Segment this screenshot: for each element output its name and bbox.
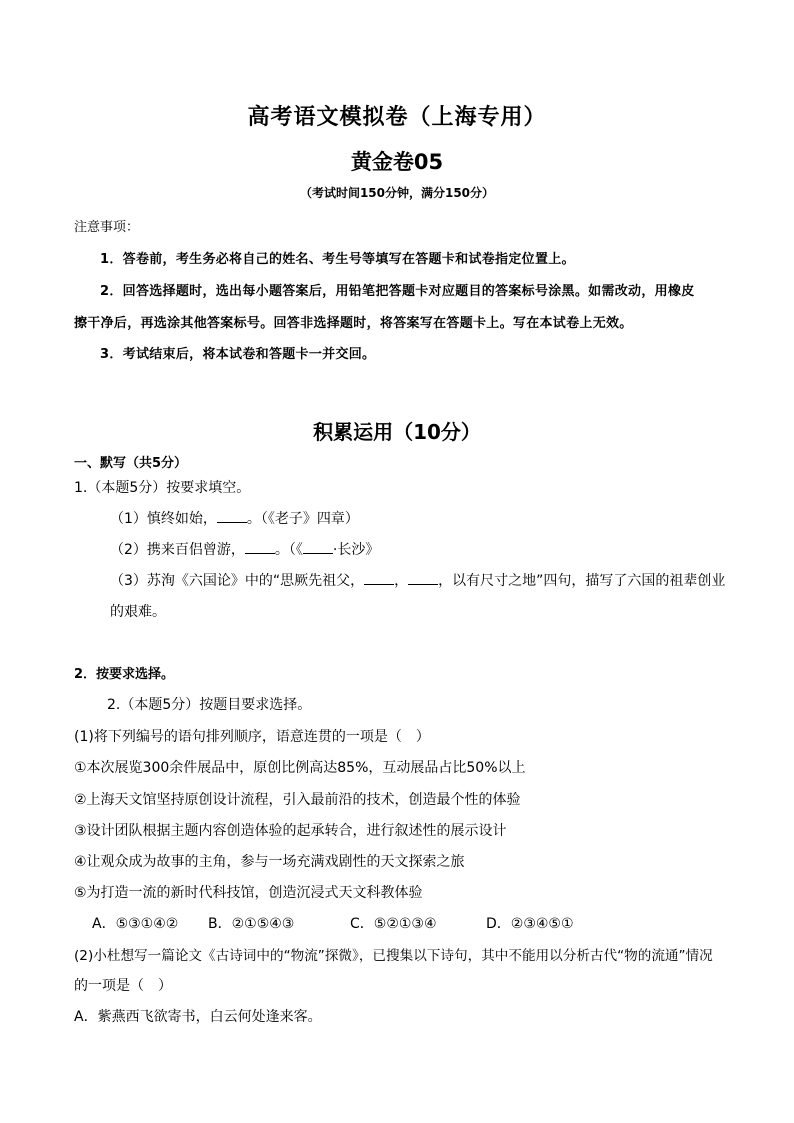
- option-c[interactable]: C．⑤②①③④: [350, 916, 437, 932]
- section-title: 积累运用（10分）: [313, 420, 481, 444]
- paper-subtitle: 黄金卷05: [350, 150, 444, 174]
- part1-heading: 一、默写（共5分）: [74, 456, 188, 471]
- q1-item-2-mid: 。（《: [274, 542, 303, 558]
- q1-item-2-blank-1[interactable]: [245, 541, 275, 554]
- q1-item-3: [110, 570, 725, 590]
- sentence-2: ②上海天文馆坚持原创设计流程，引入最前沿的技术，创造最个性的体验: [74, 792, 521, 808]
- notice-item-2: 2．回答选择题时，选出每小题答案后，用铅笔把答题卡对应题目的答案标号涂黑。如需改动，用橡皮: [100, 284, 695, 299]
- notice-item-3: 3．考试结束后，将本试卷和答题卡一并交回。: [100, 347, 376, 362]
- notice-item-2-cont: 擦干净后，再选涂其他答案标号。回答非选择题时，将答案写在答题卡上。写在本试卷上无效。: [74, 316, 633, 331]
- paper-title: 高考语文模拟卷（上海专用）: [247, 105, 547, 130]
- sentence-4: ④让观众成为故事的主角，参与一场充满戏剧性的天文探索之旅: [74, 854, 465, 870]
- option-b[interactable]: B．②①⑤④③: [208, 916, 295, 932]
- q1-item-3-sep: ，: [394, 573, 409, 589]
- notice-item-1: 1．答卷前，考生务必将自己的姓名、考生号等填写在答题卡和试卷指定位置上。: [100, 252, 575, 267]
- notice-heading: 注意事项：: [74, 220, 140, 235]
- exam-time-note: （考试时间150分钟，满分150分）: [299, 186, 495, 200]
- part2-heading: 2．按要求选择。: [74, 667, 175, 682]
- q2-sub2-prompt-line1: (2)小杜想写一篇论文《古诗词中的“物流”探微》，已搜集以下诗句，其中不能用以分析古代“物的流通”情况: [74, 948, 713, 964]
- q1-item-3-line2: 的艰难。: [110, 604, 166, 620]
- q1-item-1: [110, 508, 359, 528]
- q1-intro: 1.（本题5分）按要求填空。: [74, 480, 251, 496]
- q1-item-1-blank[interactable]: [217, 510, 247, 523]
- q1-item-3-pre: （3）苏洵《六国论》中的“思厥先祖父，: [110, 573, 365, 589]
- option-a[interactable]: A．⑤③①④②: [92, 916, 179, 932]
- q2-sub2-option-a[interactable]: A．紫燕西飞欲寄书，白云何处逢来客。: [74, 1009, 322, 1025]
- q1-item-2: [110, 539, 379, 559]
- q2-sub2-prompt-line2: 的一项是（ ）: [74, 978, 172, 994]
- q1-item-2-blank-2[interactable]: [303, 541, 333, 554]
- q1-item-1-pre: （1）慎终如始，: [110, 511, 217, 527]
- q2-intro: 2.（本题5分）按题目要求选择。: [107, 697, 312, 713]
- q1-item-3-blank-1[interactable]: [364, 572, 394, 585]
- sentence-1: ①本次展览300余件展品中，原创比例高达85%，互动展品占比50%以上: [74, 760, 526, 776]
- q1-item-2-post: ·长沙》: [332, 542, 380, 558]
- q2-sub1-prompt: (1)将下列编号的语句排列顺序，语意连贯的一项是（ ）: [74, 729, 430, 745]
- sentence-3: ③设计团队根据主题内容创造体验的起承转合，进行叙述性的展示设计: [74, 823, 507, 839]
- q1-item-3-post: ，以有尺寸之地”四句，描写了六国的祖辈创业: [438, 573, 726, 589]
- q1-item-3-blank-2[interactable]: [408, 572, 438, 585]
- q1-item-1-post: 。（《老子》四章）: [246, 511, 359, 527]
- option-d[interactable]: D．②③④⑤①: [486, 916, 574, 932]
- q1-item-2-pre: （2）携来百侣曾游，: [110, 542, 245, 558]
- sentence-5: ⑤为打造一流的新时代科技馆，创造沉浸式天文科教体验: [74, 885, 423, 901]
